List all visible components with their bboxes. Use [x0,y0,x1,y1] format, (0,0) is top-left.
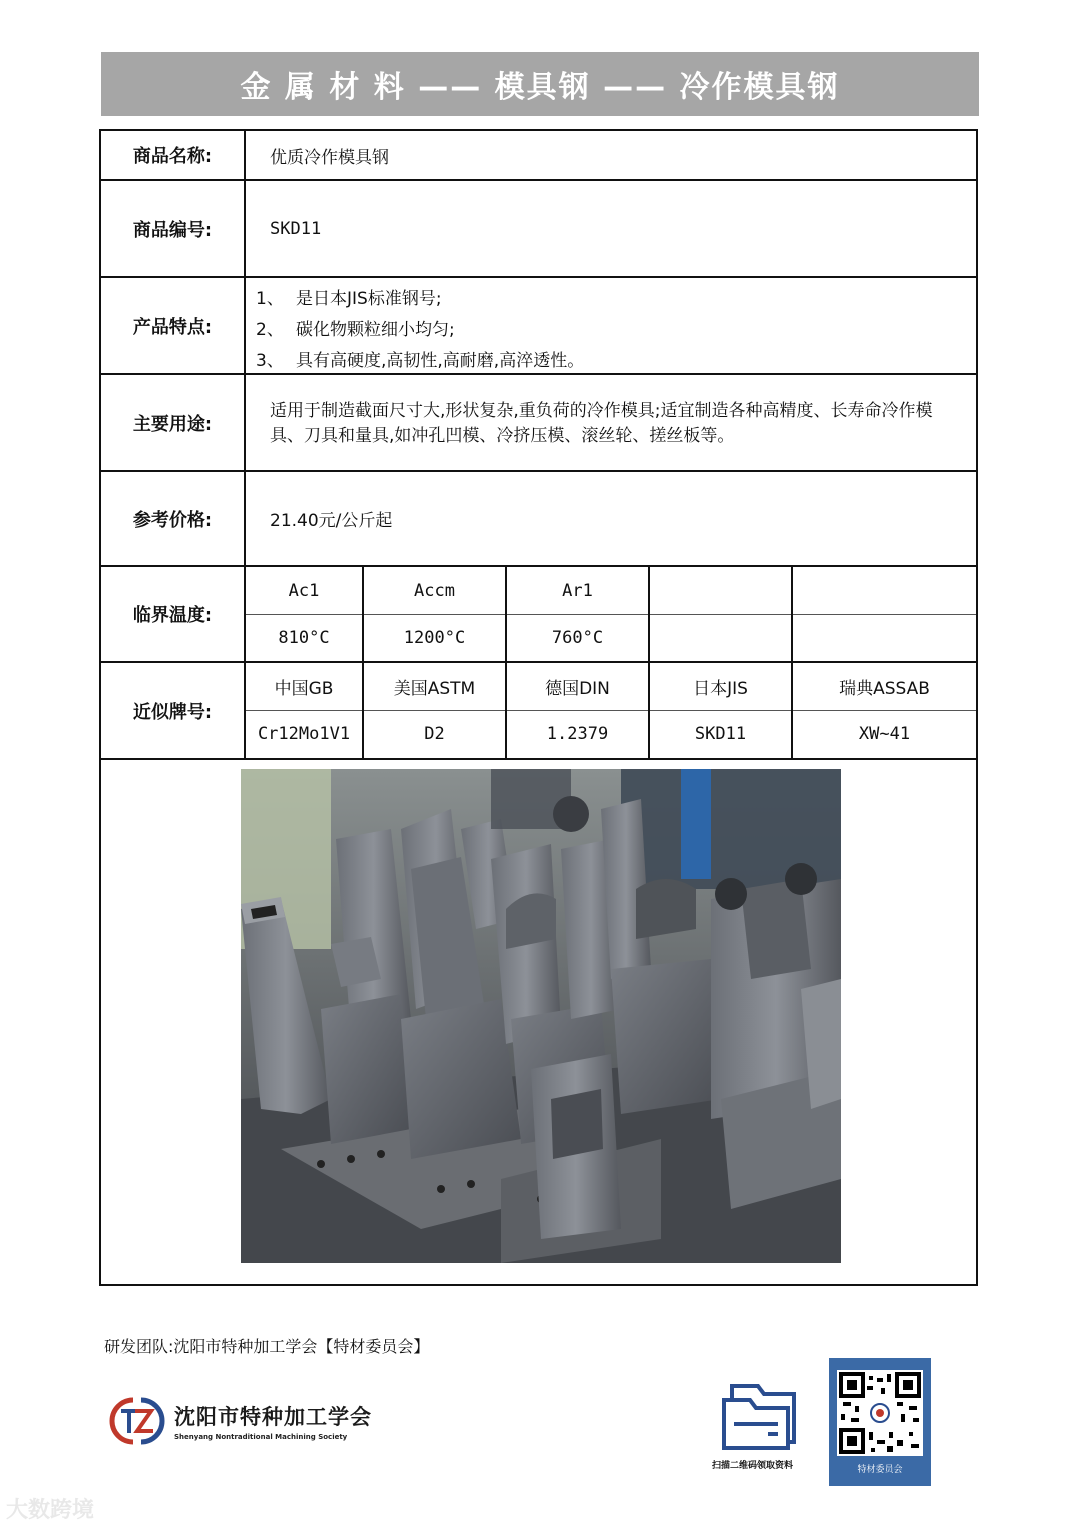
name-value: 优质冷作模具钢 [270,147,389,168]
temp-header: Ar1 [562,580,593,601]
society-name-cn: 沈阳市特种加工学会 [174,1405,372,1429]
qr-card[interactable] [829,1358,931,1486]
price-label: 参考价格: [101,472,246,565]
grade-value: D2 [424,724,445,744]
row-features [101,278,976,375]
qr-label: 特材委员会 [857,1465,903,1475]
temp-value: 1200°C [403,628,466,648]
grade-country: 瑞典ASSAB [839,679,930,699]
row-critical-temp [101,567,976,663]
temp-header: Accm [414,580,455,601]
society-logo [108,1396,372,1446]
product-sheet [99,129,978,1286]
society-logo-icon [108,1396,166,1446]
feature-item: 2、 碳化物颗粒细小均匀; [256,320,455,340]
grade-value: SKD11 [694,724,747,744]
feature-item: 3、 具有高硬度,高韧性,高耐磨,高淬透性。 [256,351,585,371]
price-value: 21.40元/公斤起 [270,511,393,531]
banner-title: 金 属 材 料 —— 模具钢 —— 冷作模具钢 [240,70,840,105]
society-name-en: Shenyang Nontraditional Machining Society [174,1433,348,1441]
temp-header [650,567,791,614]
critical-temp-label: 临界温度: [101,567,246,661]
equivalents-label: 近似牌号: [101,663,246,758]
qr-code[interactable] [837,1370,923,1456]
temp-header [793,567,976,614]
grade-value: Cr12Mo1V1 [257,724,351,744]
grade-country: 日本JIS [693,679,748,699]
temp-header: Ac1 [288,580,320,601]
temp-value [650,615,791,661]
row-equivalents [101,663,976,760]
code-label: 商品编号: [101,181,246,276]
code-value: SKD11 [270,218,322,239]
grade-country: 德国DIN [545,679,610,699]
grade-country: 美国ASTM [393,679,476,699]
features-label: 产品特点: [101,278,246,373]
page-banner [101,52,979,116]
feature-item: 1、 是日本JIS标准钢号; [256,289,442,309]
temp-value: 760°C [551,628,604,648]
folder-icon [718,1380,802,1450]
grade-value: 1.2379 [546,724,609,744]
product-photo [241,769,841,1263]
row-usage [101,375,976,472]
grade-value: XW~41 [858,724,911,744]
equivalents-grid [246,663,976,758]
critical-temp-grid [246,567,976,661]
row-product-code [101,181,976,278]
name-label: 商品名称: [101,131,246,179]
research-team: 研发团队:沈阳市特种加工学会【特材委员会】 [104,1337,430,1356]
scan-qr-text: 扫描二维码领取资料 [712,1461,794,1471]
row-product-name [101,131,976,181]
usage-value: 适用于制造截面尺寸大,形状复杂,重负荷的冷作模具;适宜制造各种高精度、长寿命冷作模具、刀具和量具,如冲孔凹模、冷挤压模、滚丝轮、搓丝板等。 [270,401,933,446]
usage-label: 主要用途: [101,375,246,470]
grade-country: 中国GB [274,679,334,699]
features-list [246,278,976,373]
row-price [101,472,976,567]
temp-value: 810°C [278,628,330,648]
temp-value [793,615,976,661]
watermark: 大数跨境 [6,1498,95,1523]
